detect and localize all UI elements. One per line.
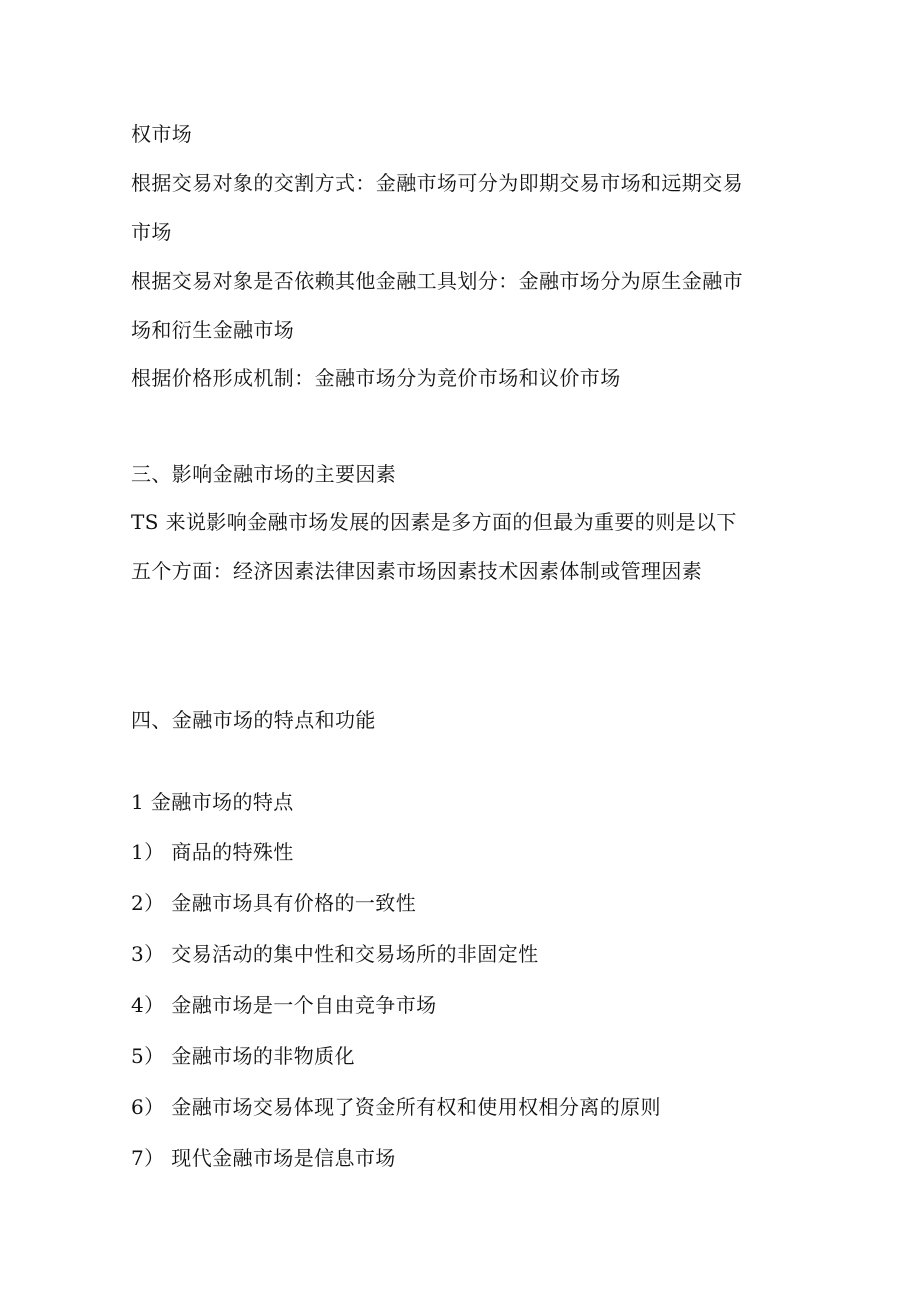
subsection-heading [131, 790, 294, 814]
list-item-text: 交易活动的集中性和交易场所的非固定性 [171, 942, 539, 966]
list-item-text: 金融市场具有价格的一致性 [171, 891, 417, 915]
list-item [131, 891, 416, 915]
list-item [131, 942, 539, 966]
list-item-text: 现代金融市场是信息市场 [171, 1146, 396, 1170]
list-item-number: 1） [131, 840, 165, 864]
list-item-number: 7） [131, 1146, 165, 1170]
paragraph-prefix: TS [131, 510, 159, 534]
list-item-text: 商品的特殊性 [171, 840, 294, 864]
paragraph-text: 来说影响金融市场发展的因素是多方面的但最为重要的则是以下 [165, 510, 737, 534]
text-line: 根据交易对象是否依赖其他金融工具划分：金融市场分为原生金融市 [131, 269, 743, 293]
section-heading: 三、影响金融市场的主要因素 [131, 462, 397, 486]
text-line: 根据价格形成机制：金融市场分为竞价市场和议价市场 [131, 366, 621, 390]
text-line: 场和衍生金融市场 [131, 318, 295, 342]
list-item-number: 3） [131, 942, 165, 966]
list-item-text: 金融市场交易体现了资金所有权和使用权相分离的原则 [171, 1095, 661, 1119]
list-item-number: 6） [131, 1095, 165, 1119]
text-line: 根据交易对象的交割方式：金融市场可分为即期交易市场和远期交易 [131, 171, 743, 195]
list-item-text: 金融市场是一个自由竞争市场 [171, 993, 437, 1017]
list-item [131, 1044, 355, 1068]
list-item-number: 2） [131, 891, 165, 915]
list-item [131, 993, 437, 1017]
text-line: 市场 [131, 220, 172, 244]
list-item [131, 1095, 661, 1119]
list-item-text: 金融市场的非物质化 [171, 1044, 355, 1068]
list-item [131, 1146, 396, 1170]
text-line: 权市场 [131, 122, 193, 146]
paragraph-line [131, 510, 737, 534]
list-item-number: 4） [131, 993, 165, 1017]
list-item-number: 5） [131, 1044, 165, 1068]
subsection-title: 金融市场的特点 [150, 790, 294, 814]
section-heading: 四、金融市场的特点和功能 [131, 708, 376, 732]
list-item [131, 840, 294, 864]
subsection-number: 1 [131, 790, 145, 814]
paragraph-line: 五个方面：经济因素法律因素市场因素技术因素体制或管理因素 [131, 559, 703, 583]
